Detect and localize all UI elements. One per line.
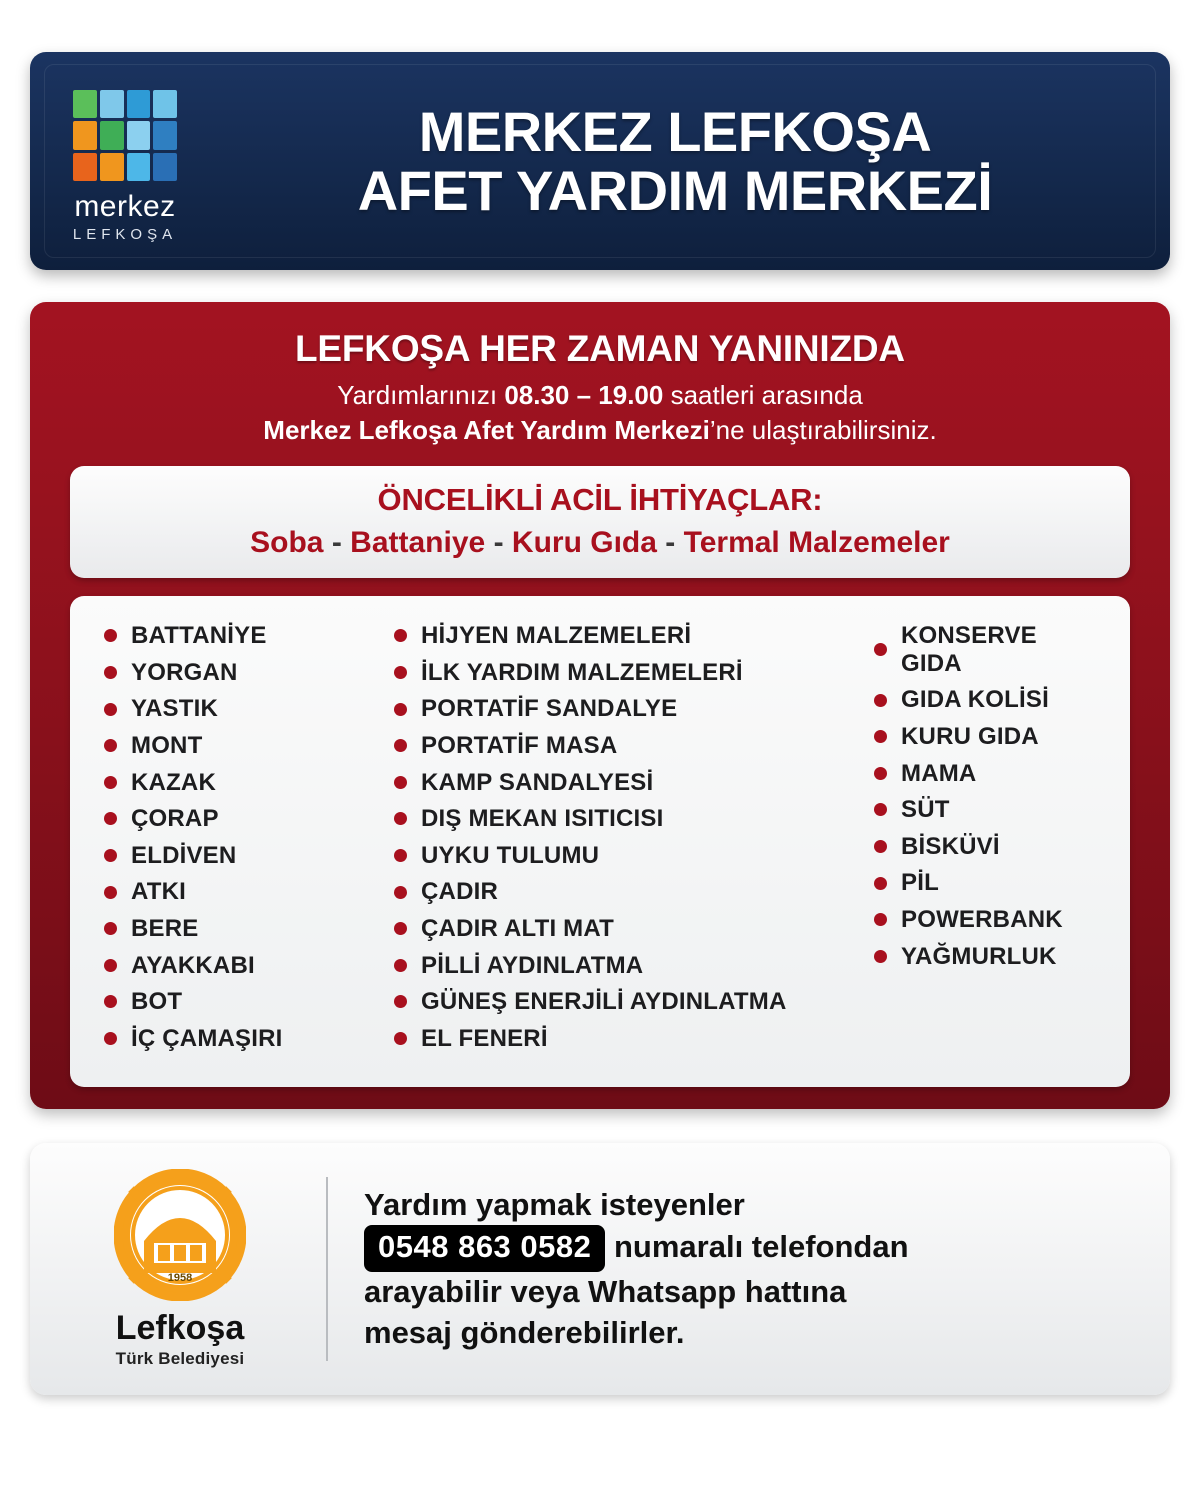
bullet-icon bbox=[874, 840, 887, 853]
needs-column-2 bbox=[394, 622, 864, 1061]
bullet-icon bbox=[394, 849, 407, 862]
bullet-icon bbox=[104, 849, 117, 862]
priority-sep-1: - bbox=[493, 526, 504, 560]
bullet-icon bbox=[874, 877, 887, 890]
footer-line-2-post: numaralı telefondan bbox=[605, 1229, 909, 1265]
bullet-icon bbox=[394, 886, 407, 899]
priority-item-0: Soba bbox=[250, 526, 324, 560]
logo-icon bbox=[73, 90, 177, 182]
list-item: İÇ ÇAMAŞIRI bbox=[104, 1025, 384, 1053]
list-item: ELDİVEN bbox=[104, 842, 384, 870]
list-item: BERE bbox=[104, 915, 384, 943]
announcement-subtext bbox=[48, 378, 1152, 448]
footer-line-3: arayabilir veya Whatsapp hattına bbox=[364, 1274, 847, 1310]
municipality-subtitle: Türk Belediyesi bbox=[115, 1349, 245, 1369]
lefkosa-belediyesi-logo bbox=[60, 1169, 300, 1369]
priority-needs-title: ÖNCELİKLİ ACİL İHTİYAÇLAR: bbox=[377, 482, 823, 518]
announcement-line1-pre: Yardımlarınızı bbox=[337, 380, 505, 410]
list-item: YORGAN bbox=[104, 659, 384, 687]
list-item: GIDA KOLİSİ bbox=[874, 686, 1104, 714]
bullet-icon bbox=[104, 776, 117, 789]
bullet-icon bbox=[394, 959, 407, 972]
list-item: BİSKÜVİ bbox=[874, 833, 1104, 861]
list-item: KAMP SANDALYESİ bbox=[394, 769, 864, 797]
list-item: ÇADIR ALTI MAT bbox=[394, 915, 864, 943]
list-item: PİL bbox=[874, 869, 1104, 897]
bullet-icon bbox=[874, 950, 887, 963]
list-item: MAMA bbox=[874, 760, 1104, 788]
footer-divider bbox=[326, 1177, 328, 1361]
bullet-icon bbox=[104, 739, 117, 752]
footer-line-4: mesaj gönderebilirler. bbox=[364, 1315, 685, 1351]
page-title bbox=[220, 99, 1170, 222]
list-item: AYAKKABI bbox=[104, 952, 384, 980]
bullet-icon bbox=[394, 812, 407, 825]
list-item: KONSERVE GIDA bbox=[874, 622, 1104, 677]
bullet-icon bbox=[104, 959, 117, 972]
footer-line-2 bbox=[364, 1225, 1140, 1272]
list-item: KURU GIDA bbox=[874, 723, 1104, 751]
logo-brand-bottom: LEFKOŞA bbox=[72, 225, 178, 243]
footer-line-1: Yardım yapmak isteyenler bbox=[364, 1186, 745, 1222]
list-item: MONT bbox=[104, 732, 384, 760]
announcement-line2-post: ’ne ulaştırabilirsiniz. bbox=[709, 415, 937, 446]
list-item: İLK YARDIM MALZEMELERİ bbox=[394, 659, 864, 687]
list-item: PİLLİ AYDINLATMA bbox=[394, 952, 864, 980]
bullet-icon bbox=[104, 922, 117, 935]
priority-needs-box bbox=[70, 466, 1130, 578]
bullet-icon bbox=[394, 666, 407, 679]
bullet-icon bbox=[394, 703, 407, 716]
list-item: ÇADIR bbox=[394, 878, 864, 906]
svg-text:1958: 1958 bbox=[167, 1272, 193, 1285]
needed-items-list bbox=[70, 596, 1130, 1087]
list-item: KAZAK bbox=[104, 769, 384, 797]
bullet-icon bbox=[104, 666, 117, 679]
priority-item-2: Kuru Gıda bbox=[511, 526, 657, 560]
list-item: SÜT bbox=[874, 796, 1104, 824]
needs-column-3 bbox=[874, 622, 1104, 1061]
announcement-center-name: Merkez Lefkoşa Afet Yardım Merkezi bbox=[263, 415, 710, 446]
bullet-icon bbox=[874, 694, 887, 707]
list-item: BATTANİYE bbox=[104, 622, 384, 650]
list-item: PORTATİF SANDALYE bbox=[394, 695, 864, 723]
bullet-icon bbox=[394, 1032, 407, 1045]
list-item: UYKU TULUMU bbox=[394, 842, 864, 870]
bullet-icon bbox=[394, 629, 407, 642]
announcement-title: LEFKOŞA HER ZAMAN YANINIZDA bbox=[295, 328, 905, 369]
bullet-icon bbox=[104, 812, 117, 825]
bullet-icon bbox=[104, 629, 117, 642]
list-item: YASTIK bbox=[104, 695, 384, 723]
list-item: EL FENERİ bbox=[394, 1025, 864, 1053]
announcement-head bbox=[48, 328, 1152, 448]
phone-number[interactable]: 0548 863 0582 bbox=[364, 1225, 605, 1272]
bullet-icon bbox=[874, 803, 887, 816]
priority-sep-2: - bbox=[665, 526, 676, 560]
bullet-icon bbox=[394, 922, 407, 935]
merkez-lefkosa-logo bbox=[30, 52, 220, 270]
title-line-1: MERKEZ LEFKOŞA bbox=[418, 99, 932, 163]
needs-column-1 bbox=[104, 622, 384, 1061]
list-item: YAĞMURLUK bbox=[874, 943, 1104, 971]
bullet-icon bbox=[874, 730, 887, 743]
list-item: PORTATİF MASA bbox=[394, 732, 864, 760]
title-line-2: AFET YARDIM MERKEZİ bbox=[357, 159, 993, 222]
list-item: POWERBANK bbox=[874, 906, 1104, 934]
bullet-icon bbox=[874, 643, 887, 656]
footer-contact-text bbox=[354, 1185, 1140, 1355]
bullet-icon bbox=[104, 1032, 117, 1045]
municipality-name: Lefkoşa bbox=[115, 1309, 245, 1348]
list-item: GÜNEŞ ENERJİLİ AYDINLATMA bbox=[394, 988, 864, 1016]
announcement-line1-post: saatleri arasında bbox=[663, 380, 863, 410]
priority-item-3: Termal Malzemeler bbox=[683, 526, 950, 560]
footer-contact-panel bbox=[30, 1143, 1170, 1395]
announcement-panel bbox=[30, 302, 1170, 1109]
bullet-icon bbox=[874, 913, 887, 926]
priority-item-1: Battaniye bbox=[350, 526, 486, 560]
bullet-icon bbox=[104, 886, 117, 899]
logo-brand-top: merkez bbox=[74, 189, 176, 223]
bullet-icon bbox=[394, 995, 407, 1008]
list-item: BOT bbox=[104, 988, 384, 1016]
bullet-icon bbox=[394, 739, 407, 752]
bullet-icon bbox=[104, 703, 117, 716]
bullet-icon bbox=[104, 995, 117, 1008]
priority-sep-0: - bbox=[331, 526, 342, 560]
list-item: DIŞ MEKAN ISITICISI bbox=[394, 805, 864, 833]
seal-icon bbox=[114, 1169, 246, 1301]
bullet-icon bbox=[874, 767, 887, 780]
header-banner bbox=[30, 52, 1170, 270]
list-item: HİJYEN MALZEMELERİ bbox=[394, 622, 864, 650]
priority-needs-list bbox=[90, 526, 1110, 560]
list-item: ÇORAP bbox=[104, 805, 384, 833]
list-item: ATKI bbox=[104, 878, 384, 906]
announcement-hours: 08.30 – 19.00 bbox=[504, 380, 664, 410]
bullet-icon bbox=[394, 776, 407, 789]
